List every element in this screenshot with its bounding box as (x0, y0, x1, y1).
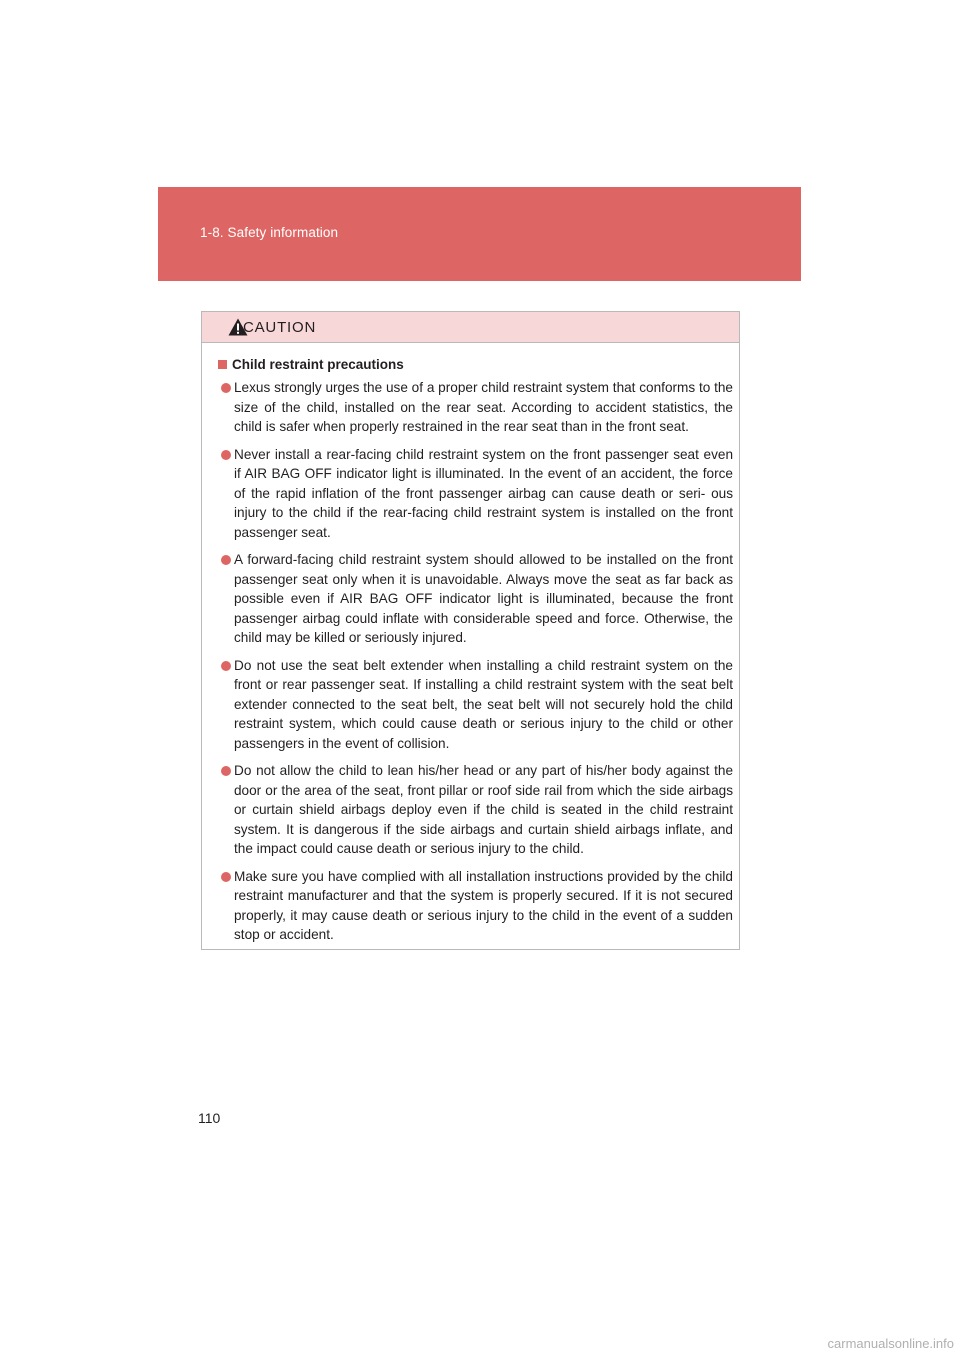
square-bullet-icon (218, 360, 227, 369)
round-bullet-icon (221, 661, 231, 671)
watermark: carmanualsonline.info (827, 1336, 954, 1351)
round-bullet-icon (221, 450, 231, 460)
caution-item (218, 867, 733, 945)
caution-item-text: Do not allow the child to lean his/her head or any part of his/her body against the door or the area of the seat, front pillar or roof side rail from which the side airbags or curtain shield airbags deploy even if the child is seated in the child restraint system. It is dangerous if the side airbags and curtain shield airbags inflate, and the impact could cause death or serious injury to the child. (234, 763, 733, 856)
caution-label: CAUTION (243, 319, 317, 336)
caution-item (218, 378, 733, 437)
caution-item-text: A forward-facing child restraint system should allowed to be installed on the front passenger seat only when it is unavoidable. Always move the seat as far back as possible even if AIR BAG OFF indicator light is illuminated, because the front passenger airbag could inflate with considerable speed and force. Otherwise, the child may be killed or seriously injured. (234, 552, 733, 645)
round-bullet-icon (221, 766, 231, 776)
caution-item-text: Make sure you have complied with all installation instructions provided by the child restraint manufacturer and that the system is properly secured. If it is not secured properly, it may cause death or serious injury to the child in the event of a sudden stop or accident. (234, 868, 733, 942)
page-number: 110 (198, 1110, 221, 1126)
caution-item-text: Lexus strongly urges the use of a proper child restraint system that conforms to the size of the child, installed on the rear seat. According to accident statistics, the child is safer when properly restrained in the rear seat than in the front seat. (234, 380, 733, 434)
caution-body (202, 343, 739, 945)
caution-item (218, 445, 733, 543)
caution-subheading-text: Child restraint precautions (232, 357, 404, 372)
caution-subheading (218, 357, 733, 372)
caution-item (218, 761, 733, 859)
round-bullet-icon (221, 383, 231, 393)
caution-item-text: Never install a rear-facing child restraint system on the front passenger seat even if AIR BAG OFF indicator light is illuminated. In the event of an accident, the force of the rapid inflation of the front passenger airbag can cause death or seri- ous injury to the child if the rear-facing child restraint system is installed on the front passenger seat. (234, 446, 733, 540)
round-bullet-icon (221, 872, 231, 882)
caution-item (218, 656, 733, 754)
caution-box (201, 311, 740, 950)
section-header-band (158, 187, 801, 281)
caution-header (202, 312, 739, 343)
caution-item-text: Do not use the seat belt extender when installing a child restraint system on the front or rear passenger seat. If installing a child restraint system with the seat belt extender connected to the seat belt, the seat belt will not securely hold the child restraint system, which could cause death or serious injury to the child or other passengers in the event of collision. (234, 657, 733, 751)
round-bullet-icon (221, 555, 231, 565)
section-title: 1-8. Safety information (200, 225, 339, 240)
caution-item (218, 550, 733, 648)
